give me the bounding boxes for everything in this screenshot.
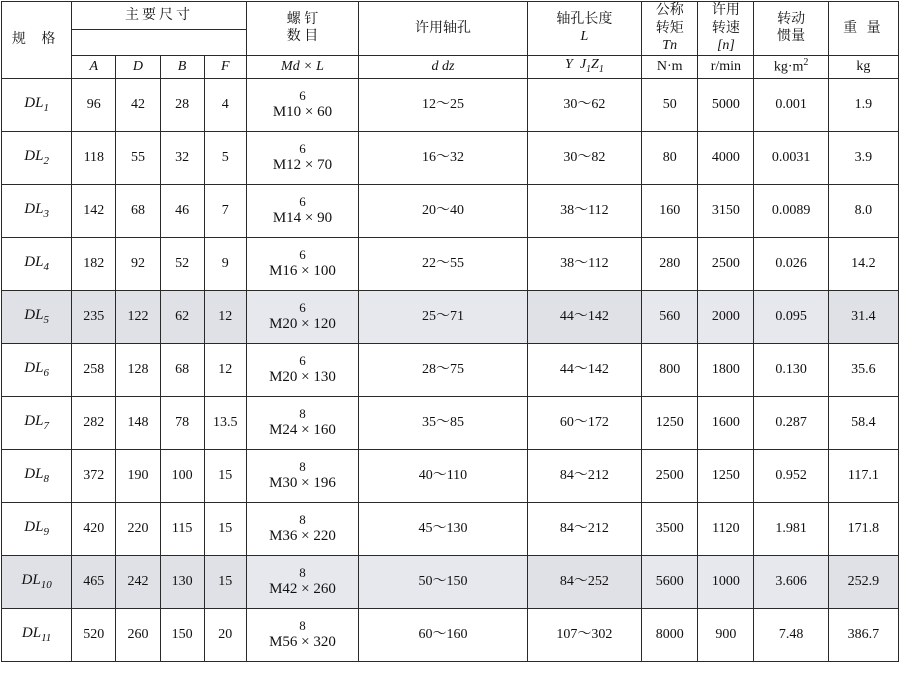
cell-torque: 5600: [642, 555, 698, 608]
cell-model: $DL_1$: [2, 78, 72, 131]
header-mass-unit: kg: [828, 55, 898, 78]
cell-dim-a: 282: [72, 396, 116, 449]
header-col-A: A: [72, 55, 116, 78]
header-bore-length-line1: 轴孔长度: [556, 11, 613, 27]
cell-speed: 5000: [698, 78, 754, 131]
cell-inertia: 0.0031: [754, 131, 828, 184]
cell-inertia: 0.130: [754, 343, 828, 396]
cell-dim-b: 28: [160, 78, 204, 131]
cell-dim-f: 15: [204, 502, 246, 555]
header-mass: 重 量: [828, 2, 898, 56]
cell-speed: 4000: [698, 131, 754, 184]
cell-dim-d: 128: [116, 343, 160, 396]
header-speed-line1: 许用: [711, 3, 740, 18]
cell-speed: 900: [698, 608, 754, 661]
cell-bore-range: 35～85: [359, 396, 528, 449]
cell-dim-a: 258: [72, 343, 116, 396]
cell-bore-length: 84～252: [527, 555, 641, 608]
cell-dim-a: 420: [72, 502, 116, 555]
cell-dim-f: 15: [204, 555, 246, 608]
cell-bore-range: 20～40: [359, 184, 528, 237]
header-speed: [698, 2, 754, 56]
cell-bore-range: 16～32: [359, 131, 528, 184]
cell-mass: 386.7: [828, 608, 898, 661]
header-row-1: [2, 2, 899, 30]
cell-screw: 6 M20 × 120: [246, 290, 358, 343]
cell-bore-range: 12～25: [359, 78, 528, 131]
cell-torque: 80: [642, 131, 698, 184]
header-spec: 规 格: [2, 2, 72, 79]
header-inertia-line2: 惯量: [777, 29, 806, 45]
header-screw-formula: Md × L: [246, 55, 358, 78]
cell-dim-f: 7: [204, 184, 246, 237]
header-row-3: [2, 55, 899, 78]
cell-bore-range: 25～71: [359, 290, 528, 343]
cell-dim-d: 148: [116, 396, 160, 449]
header-speed-line2: 转速: [711, 20, 740, 36]
header-inertia: [754, 2, 828, 56]
header-screw-line1: 螺 钉: [286, 11, 319, 27]
cell-torque: 1250: [642, 396, 698, 449]
cell-torque: 3500: [642, 502, 698, 555]
cell-dim-a: 465: [72, 555, 116, 608]
cell-inertia: 0.001: [754, 78, 828, 131]
cell-inertia: 1.981: [754, 502, 828, 555]
header-bore-length: [527, 2, 641, 56]
cell-bore-range: 28～75: [359, 343, 528, 396]
cell-screw: 8 M36 × 220: [246, 502, 358, 555]
header-inertia-line1: 转动: [777, 11, 806, 27]
cell-inertia: 0.095: [754, 290, 828, 343]
cell-dim-d: 122: [116, 290, 160, 343]
cell-model: $DL_3$: [2, 184, 72, 237]
cell-dim-b: 62: [160, 290, 204, 343]
header-bore-symbols: d dz: [359, 55, 528, 78]
table-row: [2, 78, 899, 131]
cell-model: $DL_2$: [2, 131, 72, 184]
cell-dim-a: 182: [72, 237, 116, 290]
cell-torque: 280: [642, 237, 698, 290]
cell-mass: 14.2: [828, 237, 898, 290]
cell-mass: 117.1: [828, 449, 898, 502]
cell-dim-d: 260: [116, 608, 160, 661]
header-bore-length-line2: L: [580, 29, 589, 45]
cell-model: $DL_7$: [2, 396, 72, 449]
cell-dim-f: 4: [204, 78, 246, 131]
cell-model: $DL_{10}$: [2, 555, 72, 608]
cell-dim-d: 55: [116, 131, 160, 184]
cell-bore-length: 84～212: [527, 449, 641, 502]
cell-model: $DL_6$: [2, 343, 72, 396]
header-torque-line2: 转矩: [655, 20, 684, 36]
header-bore-line1: 许用轴孔: [414, 20, 471, 36]
cell-dim-b: 130: [160, 555, 204, 608]
cell-mass: 31.4: [828, 290, 898, 343]
cell-bore-length: 38～112: [527, 184, 641, 237]
cell-mass: 1.9: [828, 78, 898, 131]
cell-dim-a: 235: [72, 290, 116, 343]
cell-screw: 8 M30 × 196: [246, 449, 358, 502]
cell-model: $DL_4$: [2, 237, 72, 290]
cell-torque: 8000: [642, 608, 698, 661]
cell-dim-a: 142: [72, 184, 116, 237]
header-torque-symbol: Tn: [662, 38, 678, 53]
cell-dim-b: 100: [160, 449, 204, 502]
cell-screw: 8 M42 × 260: [246, 555, 358, 608]
cell-dim-b: 46: [160, 184, 204, 237]
table-row: [2, 555, 899, 608]
table-row: [2, 290, 899, 343]
cell-mass: 35.6: [828, 343, 898, 396]
cell-torque: 160: [642, 184, 698, 237]
cell-inertia: 0.026: [754, 237, 828, 290]
cell-dim-d: 42: [116, 78, 160, 131]
cell-torque: 2500: [642, 449, 698, 502]
cell-model: $DL_5$: [2, 290, 72, 343]
header-inertia-unit: $kg\cdot m^2$: [754, 55, 828, 78]
cell-screw: 6 M14 × 90: [246, 184, 358, 237]
header-main-dims: 主要尺寸: [72, 2, 247, 30]
cell-speed: 3150: [698, 184, 754, 237]
cell-dim-a: 520: [72, 608, 116, 661]
header-main-dims-spacer: [72, 29, 247, 55]
cell-dim-a: 372: [72, 449, 116, 502]
cell-bore-range: 60～160: [359, 608, 528, 661]
cell-model: $DL_8$: [2, 449, 72, 502]
cell-dim-a: 118: [72, 131, 116, 184]
cell-dim-b: 32: [160, 131, 204, 184]
cell-dim-f: 5: [204, 131, 246, 184]
table-row: [2, 502, 899, 555]
cell-dim-d: 220: [116, 502, 160, 555]
header-bore-length-symbols: Y $J_1Z_1$: [527, 55, 641, 78]
table-header: [2, 2, 899, 79]
cell-dim-b: 78: [160, 396, 204, 449]
cell-dim-b: 52: [160, 237, 204, 290]
cell-dim-a: 96: [72, 78, 116, 131]
cell-dim-f: 9: [204, 237, 246, 290]
cell-dim-f: 13.5: [204, 396, 246, 449]
header-screw: [246, 2, 358, 56]
cell-dim-b: 115: [160, 502, 204, 555]
cell-bore-range: 40～110: [359, 449, 528, 502]
cell-screw: 6 M10 × 60: [246, 78, 358, 131]
cell-dim-f: 15: [204, 449, 246, 502]
cell-dim-f: 12: [204, 290, 246, 343]
cell-speed: 2000: [698, 290, 754, 343]
cell-bore-length: 30～82: [527, 131, 641, 184]
cell-dim-d: 190: [116, 449, 160, 502]
table-row: [2, 237, 899, 290]
cell-torque: 560: [642, 290, 698, 343]
cell-mass: 171.8: [828, 502, 898, 555]
table-row: [2, 343, 899, 396]
cell-bore-length: 44～142: [527, 343, 641, 396]
cell-dim-f: 12: [204, 343, 246, 396]
table-row: [2, 184, 899, 237]
header-torque-line1: 公称: [655, 3, 684, 18]
cell-inertia: 3.606: [754, 555, 828, 608]
cell-screw: 6 M12 × 70: [246, 131, 358, 184]
cell-dim-d: 92: [116, 237, 160, 290]
cell-speed: 1120: [698, 502, 754, 555]
table-body: [2, 78, 899, 661]
header-torque-unit: N·m: [642, 55, 698, 78]
cell-model: $DL_9$: [2, 502, 72, 555]
spec-sheet: [0, 1, 900, 698]
cell-screw: 6 M16 × 100: [246, 237, 358, 290]
cell-inertia: 7.48: [754, 608, 828, 661]
cell-bore-range: 50～150: [359, 555, 528, 608]
header-speed-symbol: [n]: [716, 38, 735, 53]
cell-screw: 8 M56 × 320: [246, 608, 358, 661]
cell-speed: 1000: [698, 555, 754, 608]
cell-bore-range: 45～130: [359, 502, 528, 555]
table-row: [2, 449, 899, 502]
header-bore: [359, 2, 528, 56]
cell-speed: 2500: [698, 237, 754, 290]
cell-bore-range: 22～55: [359, 237, 528, 290]
cell-bore-length: 30～62: [527, 78, 641, 131]
cell-dim-b: 150: [160, 608, 204, 661]
cell-speed: 1250: [698, 449, 754, 502]
cell-model: $DL_{11}$: [2, 608, 72, 661]
cell-dim-f: 20: [204, 608, 246, 661]
table-row: [2, 608, 899, 661]
cell-dim-d: 68: [116, 184, 160, 237]
cell-torque: 800: [642, 343, 698, 396]
cell-screw: 8 M24 × 160: [246, 396, 358, 449]
cell-inertia: 0.952: [754, 449, 828, 502]
cell-mass: 58.4: [828, 396, 898, 449]
header-torque: [642, 2, 698, 56]
header-col-D: D: [116, 55, 160, 78]
cell-bore-length: 44～142: [527, 290, 641, 343]
cell-dim-d: 242: [116, 555, 160, 608]
cell-bore-length: 60～172: [527, 396, 641, 449]
table-row: [2, 396, 899, 449]
header-col-B: B: [160, 55, 204, 78]
cell-inertia: 0.0089: [754, 184, 828, 237]
cell-mass: 252.9: [828, 555, 898, 608]
cell-bore-length: 38～112: [527, 237, 641, 290]
cell-bore-length: 84～212: [527, 502, 641, 555]
cell-mass: 3.9: [828, 131, 898, 184]
header-speed-unit: r/min: [698, 55, 754, 78]
table-row: [2, 131, 899, 184]
header-screw-line2: 数 目: [286, 29, 319, 45]
cell-dim-b: 68: [160, 343, 204, 396]
cell-torque: 50: [642, 78, 698, 131]
cell-inertia: 0.287: [754, 396, 828, 449]
cell-screw: 6 M20 × 130: [246, 343, 358, 396]
cell-bore-length: 107～302: [527, 608, 641, 661]
cell-speed: 1600: [698, 396, 754, 449]
cell-speed: 1800: [698, 343, 754, 396]
coupling-spec-table: [1, 1, 899, 662]
cell-mass: 8.0: [828, 184, 898, 237]
header-col-F: F: [204, 55, 246, 78]
